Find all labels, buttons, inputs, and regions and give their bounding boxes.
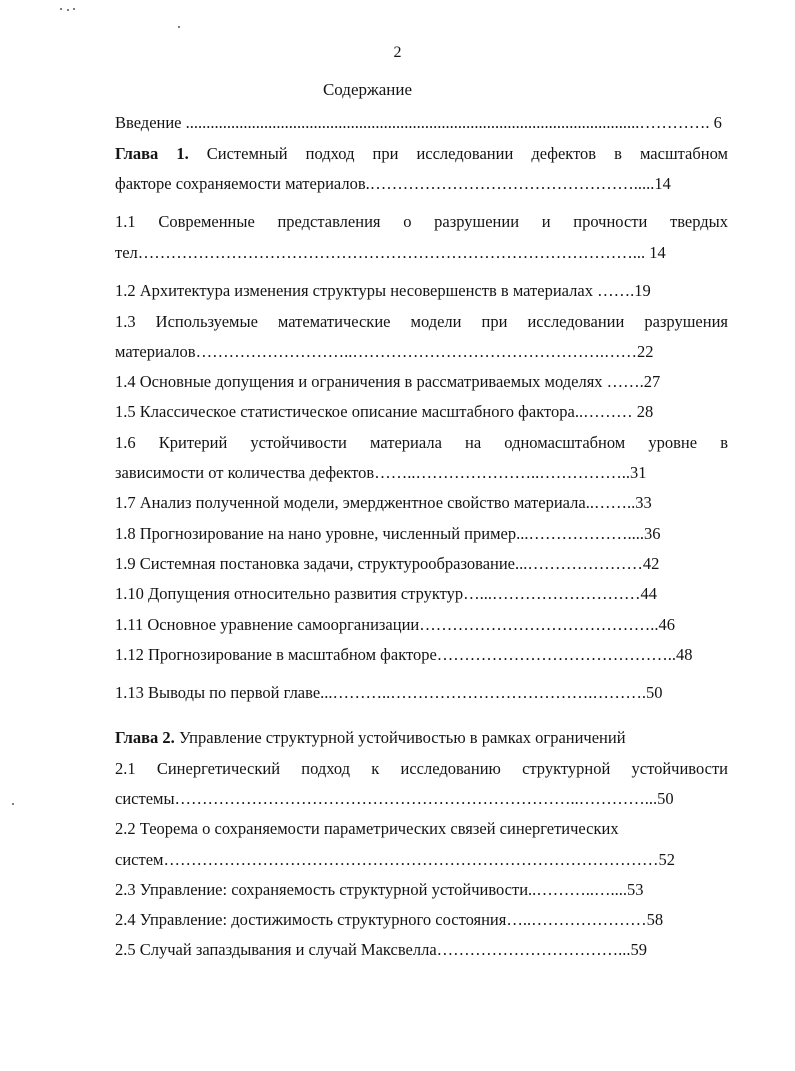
toc-text: 1.9 Системная постановка задачи, структурообразование...…………………42 [115, 554, 660, 573]
toc-line [115, 788, 728, 810]
toc-line [115, 644, 728, 666]
toc-line [115, 583, 728, 605]
toc-line-introduction [115, 112, 728, 134]
toc-text: Введение ..............................................................................................................…………. 6 [115, 113, 722, 132]
toc-line [115, 311, 728, 333]
toc-text: материалов………………………..……………………………………….……22 [115, 342, 654, 361]
toc-line [115, 341, 728, 363]
chapter-label: Глава 1. [115, 144, 189, 163]
toc-text: 1.4 Основные допущения и ограничения в рассматриваемых моделях …….27 [115, 372, 661, 391]
toc-text: 2.5 Случай запаздывания и случай Максвелла……………………………...59 [115, 940, 648, 959]
scan-speck [178, 26, 180, 28]
toc-title: Содержание [322, 80, 413, 99]
toc-text: 1.7 Анализ полученной модели, эмерджентное свойство материала..……..33 [115, 493, 652, 512]
toc-line [115, 849, 728, 871]
scan-speck [60, 8, 62, 10]
toc-text: 1.1 Современные представления о разрушении и прочности твердых [115, 212, 728, 231]
toc-line [115, 242, 728, 264]
toc-text: системы………………………………………………………………..…………...50 [115, 789, 674, 808]
toc-text: 1.3 Используемые математические модели при исследовании разрушения [115, 312, 728, 331]
toc-line [115, 553, 728, 575]
toc-text: тел………………………………………………………………………………... 14 [115, 243, 666, 262]
toc-text: 2.2 Теорема о сохраняемости параметрических связей синергетических [115, 819, 619, 838]
toc-text: Управление структурной устойчивостью в рамках ограничений [174, 728, 626, 747]
toc-line [115, 758, 728, 780]
toc-text: 1.5 Классическое статистическое описание масштабного фактора..……… 28 [115, 402, 654, 421]
toc-text: Системный подход при исследовании дефектов в масштабном [188, 144, 728, 163]
toc-text: 2.1 Синергетический подход к исследованию структурной устойчивости [115, 759, 728, 778]
toc-line [115, 371, 728, 393]
toc-line [115, 523, 728, 545]
toc-text: факторе сохраняемости материалов.………………………………………….....14 [115, 174, 671, 193]
toc-line [115, 492, 728, 514]
scan-speck [67, 9, 69, 11]
scan-speck [12, 803, 14, 805]
toc-line [115, 682, 728, 704]
toc-text: 1.12 Прогнозирование в масштабном факторе……………………………………..48 [115, 645, 693, 664]
toc-text: 2.4 Управление: достижимость структурного состояния…..…………………58 [115, 910, 664, 929]
toc-text: 1.2 Архитектура изменения структуры несовершенств в материалах …….19 [115, 281, 651, 300]
toc-line [115, 879, 728, 901]
toc-line [115, 432, 728, 454]
toc-line [115, 614, 728, 636]
toc-line [115, 211, 728, 233]
toc-text: 1.8 Прогнозирование на нано уровне, численный пример...………………....36 [115, 524, 661, 543]
toc-text: систем………………………………………………………………………………52 [115, 850, 675, 869]
toc-line [115, 280, 728, 302]
toc-line-chapter-1 [115, 143, 728, 165]
toc-line [115, 401, 728, 423]
scan-speck [73, 8, 75, 10]
toc-line [115, 173, 728, 195]
page-number: 2 [393, 44, 402, 61]
toc-text: зависимости от количества дефектов……..…………………..……………..31 [115, 463, 647, 482]
toc-text: 1.13 Выводы по первой главе...………..……………………………….……….50 [115, 683, 663, 702]
toc-line [115, 818, 728, 840]
toc-text: 1.11 Основное уравнение самоорганизации……………………………………..46 [115, 615, 675, 634]
toc-text: 2.3 Управление: сохраняемость структурной устойчивости..………..…....53 [115, 880, 644, 899]
toc-line-chapter-2 [115, 727, 728, 749]
chapter-label: Глава 2. [115, 728, 175, 747]
toc-line [115, 909, 728, 931]
toc-line [115, 939, 728, 961]
toc-text: 1.10 Допущения относительно развития структур…...………………………44 [115, 584, 658, 603]
toc-text: 1.6 Критерий устойчивости материала на одномасштабном уровне в [115, 433, 728, 452]
toc-line [115, 462, 728, 484]
